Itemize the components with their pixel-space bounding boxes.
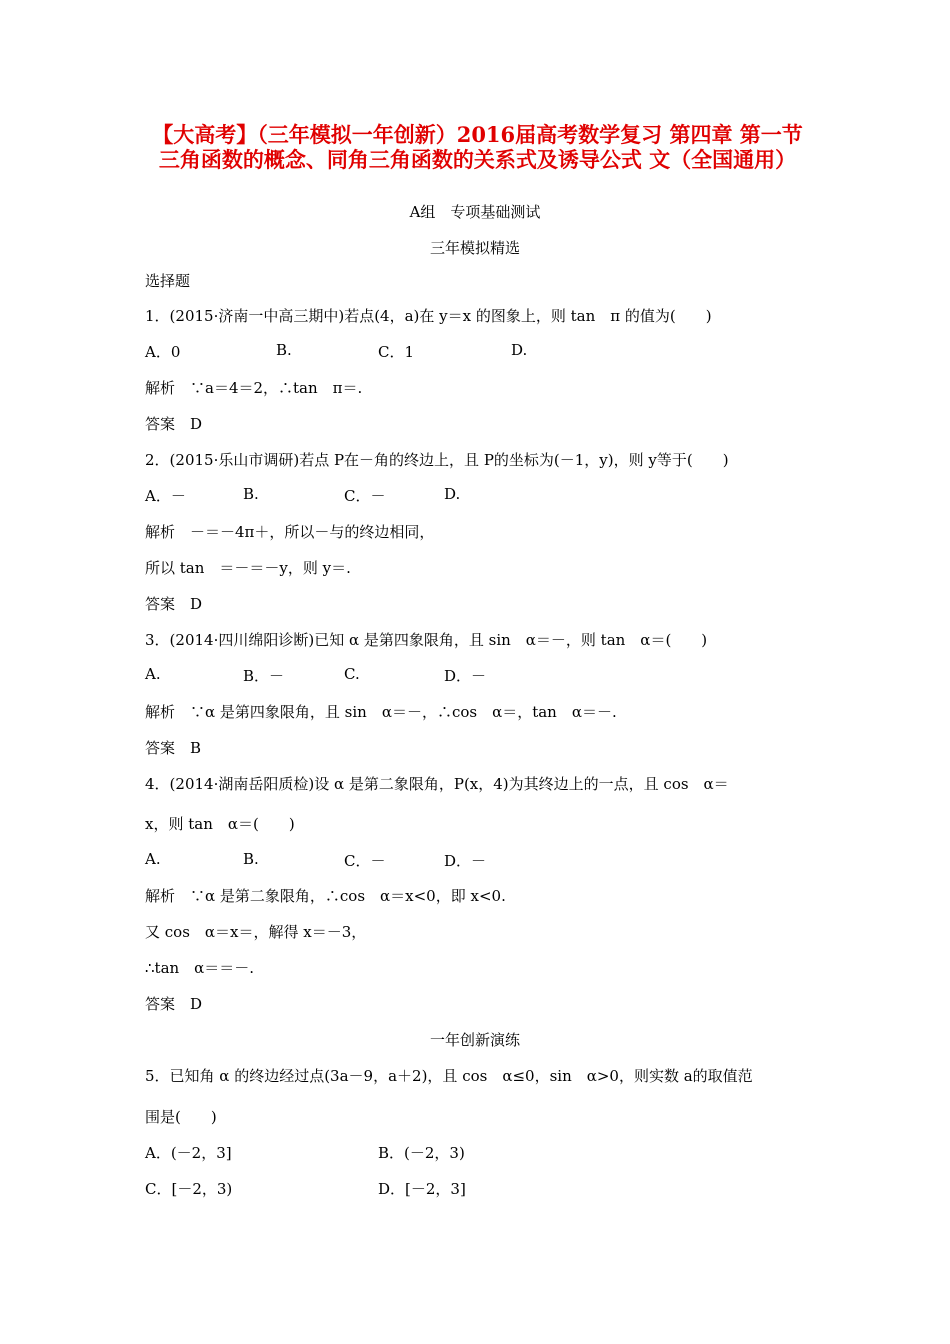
document-title: 【大高考】（三年模拟一年创新）2016届高考数学复习 第四章 第一节 三角函数的概念、同角三角函数的关系式及诱导公式 文（全国通用） — [152, 122, 803, 172]
q4-analysis-line2: 又 cos α＝x＝，解得 x＝－3， — [145, 923, 367, 941]
q2-analysis-line1: 解析 －＝－4π＋，所以－与的终边相同， — [145, 523, 435, 541]
q2-option-b: B. — [243, 485, 259, 503]
q4-stem-line2: x，则 tan α＝( ) — [145, 815, 295, 833]
q4-option-a: A. — [145, 850, 161, 868]
q3-stem: 3．(2014·四川绵阳诊断)已知 α 是第四象限角，且 sin α＝－，则 tan α＝( ) — [145, 631, 708, 649]
q1-option-d: D. — [511, 341, 528, 359]
q5-stem-line2: 围是( ) — [145, 1108, 217, 1126]
q2-option-d: D. — [444, 485, 461, 503]
q2-analysis-line2: 所以 tan ＝－＝－y，则 y＝. — [145, 559, 351, 577]
q5-option-a: A．(－2，3] — [145, 1144, 232, 1162]
q3-option-c: C. — [344, 665, 360, 683]
q3-option-b: B．－ — [243, 667, 285, 685]
q4-stem-line1: 4．(2014·湖南岳阳质检)设 α 是第二象限角，P(x，4)为其终边上的一点，且 cos α＝ — [145, 775, 729, 793]
q1-analysis: 解析 ∵a＝4＝2，∴tan π＝. — [145, 379, 363, 397]
q2-answer: 答案 D — [145, 595, 203, 613]
group-heading: A组 专项基础测试 — [409, 203, 541, 221]
q3-answer: 答案 B — [145, 739, 202, 757]
q5-option-d: D．[－2，3] — [378, 1180, 466, 1198]
q4-option-b: B. — [243, 850, 259, 868]
q1-option-a: A．0 — [145, 343, 181, 361]
q5-stem-line1: 5．已知角 α 的终边经过点(3a－9，a＋2)，且 cos α≤0，sin α>0，则实数 a的取值范 — [145, 1067, 753, 1085]
q2-option-c: C．－ — [344, 487, 386, 505]
section-heading-mock: 三年模拟精选 — [429, 239, 520, 257]
q2-stem: 2．(2015·乐山市调研)若点 P在－角的终边上，且 P的坐标为(－1，y)，则 y等于( ) — [145, 451, 729, 469]
q1-option-c: C．1 — [378, 343, 415, 361]
q1-stem: 1．(2015·济南一中高三期中)若点(4，a)在 y＝x 的图象上，则 tan π 的值为( ) — [145, 307, 712, 325]
q3-option-d: D．－ — [444, 667, 487, 685]
q4-answer: 答案 D — [145, 995, 203, 1013]
q5-option-b: B．(－2，3) — [378, 1144, 465, 1162]
q4-option-d: D．－ — [444, 852, 487, 870]
q1-answer: 答案 D — [145, 415, 203, 433]
choice-heading: 选择题 — [145, 272, 191, 290]
q4-analysis-line1: 解析 ∵α 是第二象限角，∴cos α＝x<0，即 x<0. — [145, 887, 506, 905]
q3-analysis: 解析 ∵α 是第四象限角，且 sin α＝－，∴cos α＝，tan α＝－. — [145, 703, 617, 721]
q5-option-c: C．[－2，3) — [145, 1180, 233, 1198]
q3-option-a: A. — [145, 665, 161, 683]
q1-option-b: B. — [276, 341, 292, 359]
q4-analysis-line3: ∴tan α＝＝－. — [145, 959, 255, 977]
section-heading-innovation: 一年创新演练 — [429, 1031, 520, 1049]
q4-option-c: C．－ — [344, 852, 386, 870]
q2-option-a: A．－ — [145, 487, 186, 505]
